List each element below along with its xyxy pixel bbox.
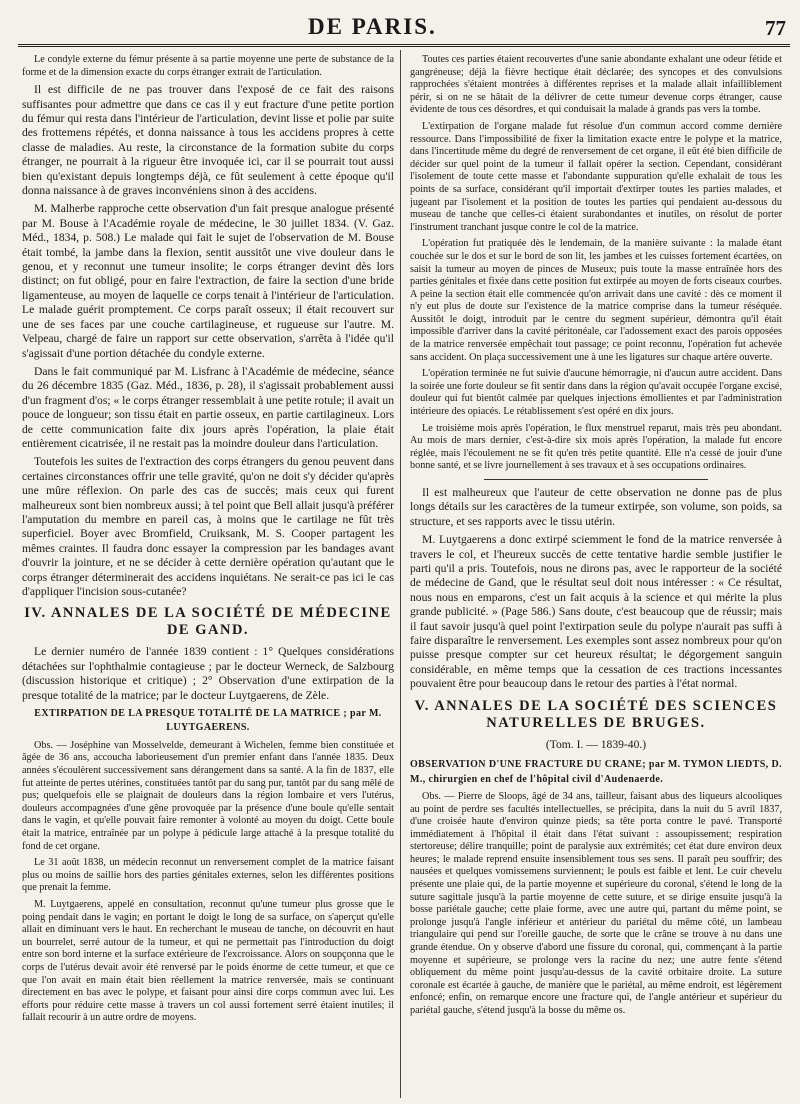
page-header xyxy=(18,10,790,47)
paragraph: M. Luytgaerens a donc extirpé sciemment le fond de la matrice renversée à travers le col, et l'heureux succès de cette tentative hardie semble justifier le parti qu'il a pris. Toutefois, nous ne dirons pas, avec le rapporteur de la société de médecine de Gand, que le résultat seul doit nous intéresser : « Ce résultat, nous nous en emparons, c'est un fait acquis à la science et qui mérite la plus grande publicité. » (Page 586.) Sans doute, c'est beaucoup que de réussir; mais il faut savoir jusqu'à quel point l'extirpation seule du polype n'aurait pas suffi à faire disparaître le renversement. Les exemples sont assez nombreux pour qu'on puisse presque compter sur cet heureux résultat; le dégorgement sanguin considérable, en même temps que la cessation de ces tractions incessantes pouvaient être pour beaucoup dans le retour des parties à l'état normal. xyxy=(410,533,782,691)
separator-rule xyxy=(484,479,707,480)
paragraph: Le condyle externe du fémur présente à sa partie moyenne une perte de substance de la forme et de la dimension exacte du corps étranger extrait de l'articulation. xyxy=(22,54,394,78)
article-title-extirpation: EXTIRPATION DE LA PRESQUE TOTALITÉ DE LA MATRICE ; par M. LUYTGAERENS. xyxy=(34,708,382,734)
column-divider xyxy=(400,50,401,1098)
paragraph: Le troisième mois après l'opération, le flux menstruel reparut, mais très peu abondant. Au mois de mars dernier, c'est-à-dire six mois après l'opération, la malade fut encore réglée, mais l'écoulement ne se fit qu'en très petite quantité. Elle n'a cessé de jouir d'une bonne santé, et se livre journellement à ses travaux et à ses occupations ordinaires. xyxy=(410,422,782,472)
left-column xyxy=(22,54,394,1098)
paragraph: Toutefois les suites de l'extraction des corps étrangers du genou peuvent dans certaines circonstances offrir une telle gravité, qu'on ne doit s'y décider qu'après une mûre réflexion. On parle des cas de succès; mais ceux qui furent malheureux sont bien nombreux aussi; à tel point que Bell allait jusqu'à préférer l'amputation du membre en pareil cas, à moins que le cartilage ne fût très superficiel. Boyer avec Bromfield, Cruiksank, M. S. Cooper partagent les mêmes craintes. Il faudra donc essayer la compression par les bandages avant d'ouvrir la jointure, et ne se décider à cette dernière opération qu'autant que le corps étranger déterminerait des accidens inquiétans. Ne serait-ce pas ici le cas d'appliquer l'incision sous-cutanée? xyxy=(22,455,394,598)
paragraph: L'extirpation de l'organe malade fut résolue d'un commun accord comme dernière ressource. Dans l'impossibilité de fixer la limitation exacte entre le polype et la matrice, dans l'incertitude même du degré de renversement de cet organe, il eût été bien difficile de décider sur quel point de la tumeur il fallait opérer la section. Cependant, considérant l'isolement de toute cette masse et l'abondante suppuration qu'elle exhalait de tous les points de sa surface, considérant qu'il importait d'extirper toutes les parties malades, et jugeant par l'isolement et la position de toutes les parties qui pendaient au-dessous du museau de tanche que celles-ci étaient surabondantes et inutiles, on résolut de porter l'instrument tranchant jusque contre le col de la matrice. xyxy=(410,120,782,233)
paragraph: M. Luytgaerens, appelé en consultation, reconnut qu'une tumeur plus grosse que le poing pendait dans le vagin; en portant le doigt le long de sa surface, on s'aperçut qu'elle allait en diminuant vers le haut. En recherchant le museau de tanche, on découvrit en haut un bourrelet, serré autour de la tumeur, et qui ne permettait pas l'introduction du doigt entre son bord interne et la surface extérieure de l'excroissance. Alors on soupçonna que le corps de l'utérus devait avoir été renversé par le poids énorme de cette tumeur, et que ce que l'on avait en main était bien réellement la matrice renversée, mais se continuant directement en bas avec le polype, et faisant pour ainsi dire corps commun avec lui. Les efforts pour réduire cette masse à travers un col aussi fortement serré étaient inutiles; il fallait recourir à un autre ordre de moyens. xyxy=(22,898,394,1024)
page-title: DE PARIS. xyxy=(308,14,437,39)
paragraph: L'opération fut pratiquée dès le lendemain, de la manière suivante : la malade étant couchée sur le dos et sur le bord de son lit, les jambes et les cuisses fortement écartées, on saisit la tumeur au moyen de pinces de Museux; puis toute la masse entraînée hors des parties génitales et fixée dans cette position fut extirpée au moyen de forts ciseaux courbes. A peine la section était elle commencée qu'on arrivait dans une cavité : dès ce moment il n'y eut plus de doute sur l'existence de la matrice comprise dans la tumeur réséquée. Aussitôt le doigt, introduit par le centre du segment supérieur, démontra qu'il était impossible d'arriver dans la cavité péritonéale, car l'adossement exact des parois opposées de la matrice renversée empêchait tout passage; ce point reconnu, l'opération fut achevée sans accident. On plaça successivement une à une les ligatures sur chaque artère ouverte. xyxy=(410,238,782,363)
right-column xyxy=(410,54,782,1098)
paragraph: Dans le fait communiqué par M. Lisfranc à l'Académie de médecine, séance du 26 décembre 1835 (Gaz. Méd., 1836, p. 28), il s'agissait probablement aussi d'un fragment d'os; « le corps étranger ressemblait à une petite rotule; il avait un pouce de longueur; son tissu était en partie osseux, en partie cartilagineux. Lors de cette communication faite dix jours après l'opération, la plaie était entièrement cicatrisée, il ne restait pas la moindre douleur dans l'articulation. xyxy=(22,364,394,450)
paragraph: Toutes ces parties étaient recouvertes d'une sanie abondante exhalant une odeur fétide et gangréneuse; déjà la fièvre hectique était déclarée; des syncopes et des convulsions rapprochées s'étaient montrées à différentes reprises et la malade allait infailliblement périr, si on ne se hâtait de la délivrer de cette tumeur devenue corps étranger, cause évidente de tous ces désordres, et qui conduisait la malade à grands pas vers la tombe. xyxy=(410,54,782,116)
paragraph: Il est difficile de ne pas trouver dans l'exposé de ce fait des raisons suffisantes pour admettre que dans ce cas il y eut fracture d'une petite portion du fémur qui resta dans l'intérieur de l'articulation, devint lisse et polie par suite des frottemens répétés, et donna naissance à tous les accidens propres à cette classe de maladies. Au reste, la circonstance de la formation subite du corps étranger, ne pourrait à la rigueur être invoquée ici, car il se pourrait tout aussi bien qu'existant depuis longtemps déjà, ce fût seulement à cette époque qu'il donna naissance à de graves inconvéniens sinon à des accidens. xyxy=(22,83,394,198)
paragraph: Obs. — Pierre de Sloops, âgé de 34 ans, tailleur, faisant abus des liqueurs alcooliques au point de perdre ses facultés intellectuelles, se précipita, dans la nuit du 5 avril 1837, d'une croisée haute d'environ quinze pieds; sa tête porta contre le pavé. Transporté immédiatement à l'hôpital il était dans l'état suivant : assoupissement; respiration stertoreuse; délire tranquille; point de paralysie aux extrémités; cet état dure environ deux heures; le malade reprend ensuite insensiblement tous ses sens. Il paraît peu souffrir; des nausées et quelques vomissemens surviennent; le pouls est faible et lent. Le cuir chevelu présente une plaie qui, de la partie moyenne et supérieure du coronal, s'étend le long de la suture sagittale jusqu'à la partie moyenne de cette suture, et se dirige ensuite jusqu'à la bosse pariétale gauche; cette plaie forme, avec une autre qui, partant du même point, se prolonge jusqu'à l'angle inférieur et antérieur du pariétal du même côté, un lambeau triangulaire qui pend sur l'oreille gauche, de sorte que le crâne se trouve à nu dans une grande étendue. On y observe d'abord une fissure du coronal, qui, commençant à la partie moyenne et supérieure, se prolonge vers la racine du nez; une autre fente s'étend obliquement du même point jusqu'au-dessus de la cavité orbitaire droite. La suture coronale est écartée à gauche, de manière que le pariétal, au même endroit, est légèrement enfoncé; enfin, on remarque encore une fracture qui, de l'angle antérieur et supérieur du pariétal gauche, s'étend jusqu'à la bosse du même os. xyxy=(410,790,782,1016)
paragraph: L'opération terminée ne fut suivie d'aucune hémorragie, ni d'aucun autre accident. Dans la soirée une forte douleur se fit sentir dans dans la région qu'avait occupée l'organe excisé, douleur qui fut bientôt calmée par quelques injections émollientes et par l'administration intérieure des opiacés. Le rétablissement s'est opéré en dix jours. xyxy=(410,368,782,418)
paragraph: M. Malherbe rapproche cette observation d'un fait presque analogue présenté par M. Bouse à l'Académie royale de médecine, le 30 juillet 1834. (V. Gaz. Méd., 1834, p. 508.) Le malade qui fait le sujet de l'observation de M. Bouse était tombé, la jambe dans la flexion, sentit aussitôt une vive douleur dans le genou, et y reconnut une tumeur insolite; le corps étranger devint dès lors distinct; on fut obligé, pour en faire l'extraction, de faire la section d'une bride ligamenteuse, au moyen de laquelle ce corps tenait à l'intérieur de l'articulation. Le malade guérit promptement. Ce corps paraît osseux; il était recouvert sur une de ses faces par une couche cartilagineuse, et rugueuse sur l'autre. M. Velpeau, chargé de faire un rapport sur cette observation, s'arrêta à l'idée qu'il s'agissait d'une portion détachée du condyle externe. xyxy=(22,202,394,360)
article-title-fracture: OBSERVATION D'UNE FRACTURE DU CRANE; par M. TYMON LIEDTS, D. M., chirurgien en chef de l'hôpital civil d'Audenaerde. xyxy=(410,759,782,785)
section-heading-bruges: V. ANNALES DE LA SOCIÉTÉ DES SCIENCES NATURELLES DE BRUGES. xyxy=(414,697,778,731)
paragraph: Il est malheureux que l'auteur de cette observation ne donne pas de plus longs détails sur les caractères de la tumeur extirpée, son volume, son poids, sa structure, et ses rapports avec le tissu utérin. xyxy=(410,486,782,528)
page-number: 77 xyxy=(765,16,786,40)
paragraph: Le dernier numéro de l'année 1839 contient : 1° Quelques considérations détachées sur l'ophthalmie contagieuse ; par le docteur Werneck, de Salzbourg (discussion historique et critique) ; 2° Observation d'une extirpation de la presque totalité de la matrice; par le docteur Luytgaerens, de Zèle. xyxy=(22,645,394,702)
paragraph: Obs. — Joséphine van Mosselvelde, demeurant à Wichelen, femme bien constituée et âgée de 36 ans, accoucha laborieusement d'un premier enfant dans l'année 1835. Deux années s'écoulèrent successivement sans dérangement dans sa santé. A la fin de 1837, elle fut atteinte de pertes utérines, constituées tantôt par du sang pur, tantôt par du sang mêlé de pus; quelquefois elle se plaignait de douleurs dans la région lombaire et vers l'utérus, douleurs accompagnées d'une gêne provoquée par la présence d'une boule qu'elle sentait dans le vagin, et qu'elle pouvait faire remonter à volonté au moyen du doigt. Cette boule était la matrice, entraînée par un polype à pédicule large attaché à la presque totalité du fond de cet organe. xyxy=(22,739,394,852)
section-heading-gand: IV. ANNALES DE LA SOCIÉTÉ DE MÉDECINE DE GAND. xyxy=(24,605,392,639)
paragraph: Le 31 août 1838, un médecin reconnut un renversement complet de la matrice faisant plus ou moins de saillie hors des parties génitales externes, selon les différentes positions que prenait la femme. xyxy=(22,857,394,894)
tome-label: (Tom. I. — 1839-40.) xyxy=(545,737,647,751)
